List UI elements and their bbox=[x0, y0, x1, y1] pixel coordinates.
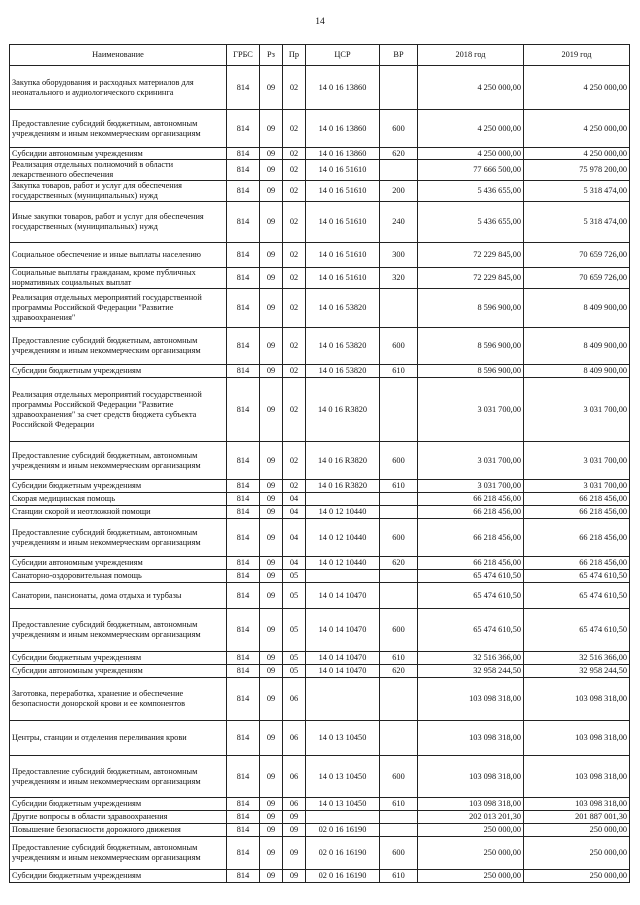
cell-name: Скорая медицинская помощь bbox=[10, 493, 227, 506]
cell-y2018: 103 098 318,00 bbox=[418, 798, 524, 811]
cell-y2019: 4 250 000,00 bbox=[524, 110, 630, 148]
cell-y2019: 201 887 001,30 bbox=[524, 811, 630, 824]
cell-pr: 09 bbox=[283, 837, 306, 870]
cell-pr: 02 bbox=[283, 243, 306, 268]
table-row bbox=[10, 268, 630, 289]
cell-y2019: 32 958 244,50 bbox=[524, 665, 630, 678]
cell-name: Закупка товаров, работ и услуг для обеспечения государственных (муниципальных) нужд bbox=[10, 181, 227, 202]
cell-name: Иные закупки товаров, работ и услуг для обеспечения государственных (муниципальных) нужд bbox=[10, 202, 227, 243]
cell-vr bbox=[380, 583, 418, 609]
cell-grbs: 814 bbox=[227, 506, 260, 519]
cell-vr: 600 bbox=[380, 519, 418, 557]
cell-y2019: 3 031 700,00 bbox=[524, 480, 630, 493]
cell-y2019: 65 474 610,50 bbox=[524, 609, 630, 652]
cell-y2018: 3 031 700,00 bbox=[418, 378, 524, 442]
cell-csr: 14 0 12 10440 bbox=[306, 506, 380, 519]
cell-vr bbox=[380, 678, 418, 721]
cell-name: Субсидии автономным учреждениям bbox=[10, 665, 227, 678]
cell-vr: 240 bbox=[380, 202, 418, 243]
cell-rz: 09 bbox=[260, 243, 283, 268]
cell-rz: 09 bbox=[260, 583, 283, 609]
cell-csr: 02 0 16 16190 bbox=[306, 870, 380, 883]
cell-vr: 620 bbox=[380, 148, 418, 160]
cell-vr: 610 bbox=[380, 870, 418, 883]
cell-vr bbox=[380, 378, 418, 442]
cell-vr: 610 bbox=[380, 798, 418, 811]
cell-y2018: 72 229 845,00 bbox=[418, 268, 524, 289]
cell-rz: 09 bbox=[260, 202, 283, 243]
cell-csr: 14 0 16 51610 bbox=[306, 202, 380, 243]
table-row bbox=[10, 665, 630, 678]
cell-y2019: 66 218 456,00 bbox=[524, 557, 630, 570]
table-row bbox=[10, 824, 630, 837]
cell-rz: 09 bbox=[260, 160, 283, 181]
cell-name: Предоставление субсидий бюджетным, автономным учреждениям и иным некоммерческим организациям bbox=[10, 756, 227, 798]
cell-pr: 05 bbox=[283, 609, 306, 652]
cell-name: Субсидии бюджетным учреждениям bbox=[10, 652, 227, 665]
cell-y2018: 66 218 456,00 bbox=[418, 506, 524, 519]
cell-pr: 04 bbox=[283, 493, 306, 506]
header-csr: ЦСР bbox=[306, 45, 380, 66]
cell-y2019: 250 000,00 bbox=[524, 870, 630, 883]
cell-grbs: 814 bbox=[227, 583, 260, 609]
cell-vr bbox=[380, 721, 418, 756]
cell-pr: 09 bbox=[283, 811, 306, 824]
cell-csr: 14 0 16 13860 bbox=[306, 66, 380, 110]
cell-rz: 09 bbox=[260, 570, 283, 583]
cell-name: Субсидии автономным учреждениям bbox=[10, 148, 227, 160]
cell-rz: 09 bbox=[260, 378, 283, 442]
cell-vr bbox=[380, 160, 418, 181]
cell-grbs: 814 bbox=[227, 289, 260, 328]
cell-y2019: 250 000,00 bbox=[524, 824, 630, 837]
cell-y2019: 5 318 474,00 bbox=[524, 181, 630, 202]
cell-csr: 14 0 16 53820 bbox=[306, 365, 380, 378]
cell-pr: 02 bbox=[283, 480, 306, 493]
cell-pr: 04 bbox=[283, 519, 306, 557]
cell-y2018: 202 013 201,30 bbox=[418, 811, 524, 824]
cell-pr: 02 bbox=[283, 442, 306, 480]
cell-y2019: 70 659 726,00 bbox=[524, 243, 630, 268]
cell-csr bbox=[306, 493, 380, 506]
cell-pr: 02 bbox=[283, 110, 306, 148]
table-row bbox=[10, 519, 630, 557]
cell-rz: 09 bbox=[260, 110, 283, 148]
cell-vr bbox=[380, 811, 418, 824]
cell-y2018: 250 000,00 bbox=[418, 837, 524, 870]
cell-pr: 05 bbox=[283, 583, 306, 609]
cell-y2019: 65 474 610,50 bbox=[524, 570, 630, 583]
cell-pr: 06 bbox=[283, 721, 306, 756]
table-row bbox=[10, 493, 630, 506]
table-body bbox=[10, 66, 630, 883]
cell-csr: 14 0 13 10450 bbox=[306, 798, 380, 811]
cell-y2019: 103 098 318,00 bbox=[524, 678, 630, 721]
table-row bbox=[10, 289, 630, 328]
cell-pr: 02 bbox=[283, 66, 306, 110]
header-vr: ВР bbox=[380, 45, 418, 66]
table-row bbox=[10, 160, 630, 181]
cell-pr: 02 bbox=[283, 202, 306, 243]
cell-y2018: 3 031 700,00 bbox=[418, 442, 524, 480]
cell-rz: 09 bbox=[260, 837, 283, 870]
cell-vr bbox=[380, 66, 418, 110]
cell-vr: 600 bbox=[380, 609, 418, 652]
cell-name: Предоставление субсидий бюджетным, автономным учреждениям и иным некоммерческим организациям bbox=[10, 609, 227, 652]
cell-csr bbox=[306, 678, 380, 721]
cell-y2018: 4 250 000,00 bbox=[418, 66, 524, 110]
cell-csr: 14 0 16 51610 bbox=[306, 181, 380, 202]
cell-pr: 05 bbox=[283, 665, 306, 678]
cell-name: Субсидии бюджетным учреждениям bbox=[10, 870, 227, 883]
header-pr: Пр bbox=[283, 45, 306, 66]
header-2019: 2019 год bbox=[524, 45, 630, 66]
cell-grbs: 814 bbox=[227, 110, 260, 148]
cell-y2019: 66 218 456,00 bbox=[524, 493, 630, 506]
cell-y2019: 5 318 474,00 bbox=[524, 202, 630, 243]
cell-grbs: 814 bbox=[227, 328, 260, 365]
cell-name: Реализация отдельных полномочий в области лекарственного обеспечения bbox=[10, 160, 227, 181]
cell-csr: 14 0 12 10440 bbox=[306, 519, 380, 557]
cell-pr: 06 bbox=[283, 798, 306, 811]
table-row bbox=[10, 365, 630, 378]
cell-y2018: 8 596 900,00 bbox=[418, 365, 524, 378]
cell-vr bbox=[380, 289, 418, 328]
cell-vr: 600 bbox=[380, 837, 418, 870]
cell-csr: 14 0 12 10440 bbox=[306, 557, 380, 570]
cell-grbs: 814 bbox=[227, 678, 260, 721]
cell-y2019: 103 098 318,00 bbox=[524, 756, 630, 798]
cell-y2018: 4 250 000,00 bbox=[418, 148, 524, 160]
cell-rz: 09 bbox=[260, 365, 283, 378]
cell-vr: 620 bbox=[380, 557, 418, 570]
cell-grbs: 814 bbox=[227, 756, 260, 798]
cell-grbs: 814 bbox=[227, 148, 260, 160]
cell-name: Субсидии бюджетным учреждениям bbox=[10, 480, 227, 493]
cell-pr: 04 bbox=[283, 506, 306, 519]
table-row bbox=[10, 480, 630, 493]
cell-vr bbox=[380, 824, 418, 837]
cell-y2018: 103 098 318,00 bbox=[418, 721, 524, 756]
cell-rz: 09 bbox=[260, 798, 283, 811]
cell-y2019: 75 978 200,00 bbox=[524, 160, 630, 181]
cell-y2018: 65 474 610,50 bbox=[418, 570, 524, 583]
cell-y2018: 3 031 700,00 bbox=[418, 480, 524, 493]
cell-csr: 14 0 16 R3820 bbox=[306, 480, 380, 493]
cell-y2018: 65 474 610,50 bbox=[418, 609, 524, 652]
cell-name: Закупка оборудования и расходных материалов для неонатального и аудиологического скрининга bbox=[10, 66, 227, 110]
cell-csr: 14 0 14 10470 bbox=[306, 665, 380, 678]
cell-grbs: 814 bbox=[227, 721, 260, 756]
cell-grbs: 814 bbox=[227, 268, 260, 289]
cell-grbs: 814 bbox=[227, 66, 260, 110]
cell-vr bbox=[380, 570, 418, 583]
cell-y2019: 65 474 610,50 bbox=[524, 583, 630, 609]
cell-vr: 610 bbox=[380, 480, 418, 493]
table-row bbox=[10, 328, 630, 365]
cell-y2019: 3 031 700,00 bbox=[524, 378, 630, 442]
table-row bbox=[10, 66, 630, 110]
cell-name: Станции скорой и неотложной помощи bbox=[10, 506, 227, 519]
table-row bbox=[10, 678, 630, 721]
cell-rz: 09 bbox=[260, 289, 283, 328]
table-row bbox=[10, 870, 630, 883]
cell-y2019: 8 409 900,00 bbox=[524, 328, 630, 365]
cell-grbs: 814 bbox=[227, 202, 260, 243]
cell-y2018: 8 596 900,00 bbox=[418, 289, 524, 328]
cell-grbs: 814 bbox=[227, 480, 260, 493]
cell-y2019: 103 098 318,00 bbox=[524, 798, 630, 811]
cell-grbs: 814 bbox=[227, 519, 260, 557]
cell-vr: 200 bbox=[380, 181, 418, 202]
cell-csr: 14 0 16 13860 bbox=[306, 148, 380, 160]
cell-vr: 620 bbox=[380, 665, 418, 678]
cell-name: Другие вопросы в области здравоохранения bbox=[10, 811, 227, 824]
cell-rz: 09 bbox=[260, 148, 283, 160]
table-row bbox=[10, 583, 630, 609]
cell-name: Заготовка, переработка, хранение и обеспечение безопасности донорской крови и ее компонентов bbox=[10, 678, 227, 721]
cell-y2018: 250 000,00 bbox=[418, 824, 524, 837]
cell-y2018: 66 218 456,00 bbox=[418, 519, 524, 557]
cell-y2018: 72 229 845,00 bbox=[418, 243, 524, 268]
cell-grbs: 814 bbox=[227, 837, 260, 870]
table-row bbox=[10, 557, 630, 570]
table-row bbox=[10, 506, 630, 519]
cell-y2018: 8 596 900,00 bbox=[418, 328, 524, 365]
cell-y2019: 4 250 000,00 bbox=[524, 148, 630, 160]
cell-vr: 600 bbox=[380, 110, 418, 148]
cell-name: Центры, станции и отделения переливания крови bbox=[10, 721, 227, 756]
cell-y2018: 103 098 318,00 bbox=[418, 756, 524, 798]
cell-csr: 14 0 16 51610 bbox=[306, 268, 380, 289]
table-row bbox=[10, 811, 630, 824]
cell-grbs: 814 bbox=[227, 181, 260, 202]
cell-vr: 320 bbox=[380, 268, 418, 289]
cell-pr: 09 bbox=[283, 870, 306, 883]
cell-vr: 600 bbox=[380, 756, 418, 798]
cell-vr: 610 bbox=[380, 365, 418, 378]
cell-csr: 14 0 14 10470 bbox=[306, 583, 380, 609]
cell-vr: 610 bbox=[380, 652, 418, 665]
table-row bbox=[10, 837, 630, 870]
table-row bbox=[10, 181, 630, 202]
cell-y2018: 66 218 456,00 bbox=[418, 557, 524, 570]
cell-rz: 09 bbox=[260, 721, 283, 756]
cell-y2018: 250 000,00 bbox=[418, 870, 524, 883]
cell-y2018: 5 436 655,00 bbox=[418, 181, 524, 202]
table-row bbox=[10, 442, 630, 480]
cell-rz: 09 bbox=[260, 870, 283, 883]
cell-name: Предоставление субсидий бюджетным, автономным учреждениям и иным некоммерческим организациям bbox=[10, 442, 227, 480]
page-number: 14 bbox=[315, 17, 325, 27]
cell-y2018: 5 436 655,00 bbox=[418, 202, 524, 243]
cell-name: Субсидии бюджетным учреждениям bbox=[10, 798, 227, 811]
cell-csr: 02 0 16 16190 bbox=[306, 837, 380, 870]
cell-y2018: 103 098 318,00 bbox=[418, 678, 524, 721]
cell-rz: 09 bbox=[260, 519, 283, 557]
cell-name: Предоставление субсидий бюджетным, автономным учреждениям и иным некоммерческим организациям bbox=[10, 110, 227, 148]
table-row bbox=[10, 652, 630, 665]
cell-csr: 14 0 14 10470 bbox=[306, 652, 380, 665]
cell-pr: 06 bbox=[283, 678, 306, 721]
cell-name: Повышение безопасности дорожного движения bbox=[10, 824, 227, 837]
table-row bbox=[10, 110, 630, 148]
cell-name: Реализация отдельных мероприятий государственной программы Российской Федерации "Развитие здравоохранения" bbox=[10, 289, 227, 328]
cell-csr bbox=[306, 570, 380, 583]
cell-name: Предоставление субсидий бюджетным, автономным учреждениям и иным некоммерческим организациям bbox=[10, 837, 227, 870]
cell-rz: 09 bbox=[260, 66, 283, 110]
cell-rz: 09 bbox=[260, 811, 283, 824]
cell-rz: 09 bbox=[260, 665, 283, 678]
cell-grbs: 814 bbox=[227, 824, 260, 837]
cell-y2019: 8 409 900,00 bbox=[524, 289, 630, 328]
cell-csr: 14 0 13 10450 bbox=[306, 756, 380, 798]
cell-rz: 09 bbox=[260, 824, 283, 837]
cell-pr: 06 bbox=[283, 756, 306, 798]
cell-grbs: 814 bbox=[227, 365, 260, 378]
cell-pr: 09 bbox=[283, 824, 306, 837]
cell-name: Предоставление субсидий бюджетным, автономным учреждениям и иным некоммерческим организациям bbox=[10, 328, 227, 365]
cell-pr: 05 bbox=[283, 570, 306, 583]
cell-csr: 02 0 16 16190 bbox=[306, 824, 380, 837]
cell-csr: 14 0 16 R3820 bbox=[306, 442, 380, 480]
cell-y2018: 77 666 500,00 bbox=[418, 160, 524, 181]
cell-grbs: 814 bbox=[227, 442, 260, 480]
cell-grbs: 814 bbox=[227, 493, 260, 506]
cell-name: Субсидии автономным учреждениям bbox=[10, 557, 227, 570]
cell-rz: 09 bbox=[260, 442, 283, 480]
table-row bbox=[10, 202, 630, 243]
cell-pr: 02 bbox=[283, 268, 306, 289]
cell-csr: 14 0 16 53820 bbox=[306, 328, 380, 365]
table-row bbox=[10, 148, 630, 160]
cell-pr: 05 bbox=[283, 652, 306, 665]
table-row bbox=[10, 721, 630, 756]
cell-grbs: 814 bbox=[227, 570, 260, 583]
cell-pr: 02 bbox=[283, 378, 306, 442]
cell-vr: 600 bbox=[380, 328, 418, 365]
cell-rz: 09 bbox=[260, 480, 283, 493]
cell-rz: 09 bbox=[260, 609, 283, 652]
table-row bbox=[10, 756, 630, 798]
cell-grbs: 814 bbox=[227, 870, 260, 883]
cell-y2018: 32 958 244,50 bbox=[418, 665, 524, 678]
cell-rz: 09 bbox=[260, 506, 283, 519]
cell-grbs: 814 bbox=[227, 557, 260, 570]
cell-vr bbox=[380, 506, 418, 519]
cell-pr: 02 bbox=[283, 328, 306, 365]
cell-name: Санаторно-оздоровительная помощь bbox=[10, 570, 227, 583]
cell-y2018: 32 516 366,00 bbox=[418, 652, 524, 665]
cell-vr: 300 bbox=[380, 243, 418, 268]
cell-pr: 04 bbox=[283, 557, 306, 570]
cell-csr: 14 0 16 51610 bbox=[306, 243, 380, 268]
cell-grbs: 814 bbox=[227, 665, 260, 678]
cell-name: Предоставление субсидий бюджетным, автономным учреждениям и иным некоммерческим организациям bbox=[10, 519, 227, 557]
header-2018: 2018 год bbox=[418, 45, 524, 66]
cell-pr: 02 bbox=[283, 160, 306, 181]
cell-rz: 09 bbox=[260, 181, 283, 202]
table-row bbox=[10, 609, 630, 652]
cell-pr: 02 bbox=[283, 289, 306, 328]
table-row bbox=[10, 378, 630, 442]
header-rz: Рз bbox=[260, 45, 283, 66]
cell-name: Реализация отдельных мероприятий государственной программы Российской Федерации "Развитие здравоохранения" за счет средств бюджета субъекта Российской Федерации bbox=[10, 378, 227, 442]
cell-rz: 09 bbox=[260, 493, 283, 506]
cell-y2019: 103 098 318,00 bbox=[524, 721, 630, 756]
cell-csr: 14 0 14 10470 bbox=[306, 609, 380, 652]
cell-y2018: 65 474 610,50 bbox=[418, 583, 524, 609]
cell-csr: 14 0 16 51610 bbox=[306, 160, 380, 181]
budget-table bbox=[9, 44, 630, 883]
cell-csr: 14 0 13 10450 bbox=[306, 721, 380, 756]
cell-y2019: 70 659 726,00 bbox=[524, 268, 630, 289]
cell-y2019: 66 218 456,00 bbox=[524, 506, 630, 519]
cell-y2019: 66 218 456,00 bbox=[524, 519, 630, 557]
cell-name: Субсидии бюджетным учреждениям bbox=[10, 365, 227, 378]
cell-name: Социальные выплаты гражданам, кроме публичных нормативных социальных выплат bbox=[10, 268, 227, 289]
cell-pr: 02 bbox=[283, 148, 306, 160]
cell-csr: 14 0 16 R3820 bbox=[306, 378, 380, 442]
cell-y2019: 32 516 366,00 bbox=[524, 652, 630, 665]
cell-grbs: 814 bbox=[227, 378, 260, 442]
cell-grbs: 814 bbox=[227, 652, 260, 665]
cell-grbs: 814 bbox=[227, 811, 260, 824]
table-header-row bbox=[10, 45, 630, 66]
cell-rz: 09 bbox=[260, 328, 283, 365]
cell-rz: 09 bbox=[260, 652, 283, 665]
table-row bbox=[10, 570, 630, 583]
cell-pr: 02 bbox=[283, 181, 306, 202]
cell-rz: 09 bbox=[260, 557, 283, 570]
cell-rz: 09 bbox=[260, 678, 283, 721]
cell-rz: 09 bbox=[260, 756, 283, 798]
cell-vr bbox=[380, 493, 418, 506]
cell-rz: 09 bbox=[260, 268, 283, 289]
cell-csr: 14 0 16 13860 bbox=[306, 110, 380, 148]
cell-y2018: 66 218 456,00 bbox=[418, 493, 524, 506]
cell-grbs: 814 bbox=[227, 160, 260, 181]
header-grbs: ГРБС bbox=[227, 45, 260, 66]
cell-y2019: 250 000,00 bbox=[524, 837, 630, 870]
cell-name: Социальное обеспечение и иные выплаты населению bbox=[10, 243, 227, 268]
cell-vr: 600 bbox=[380, 442, 418, 480]
cell-grbs: 814 bbox=[227, 243, 260, 268]
table-row bbox=[10, 798, 630, 811]
cell-csr bbox=[306, 811, 380, 824]
cell-name: Санатории, пансионаты, дома отдыха и турбазы bbox=[10, 583, 227, 609]
cell-y2019: 8 409 900,00 bbox=[524, 365, 630, 378]
table-row bbox=[10, 243, 630, 268]
cell-y2018: 4 250 000,00 bbox=[418, 110, 524, 148]
cell-y2019: 4 250 000,00 bbox=[524, 66, 630, 110]
cell-grbs: 814 bbox=[227, 798, 260, 811]
cell-y2019: 3 031 700,00 bbox=[524, 442, 630, 480]
header-name: Наименование bbox=[10, 45, 227, 66]
cell-csr: 14 0 16 53820 bbox=[306, 289, 380, 328]
cell-pr: 02 bbox=[283, 365, 306, 378]
cell-grbs: 814 bbox=[227, 609, 260, 652]
